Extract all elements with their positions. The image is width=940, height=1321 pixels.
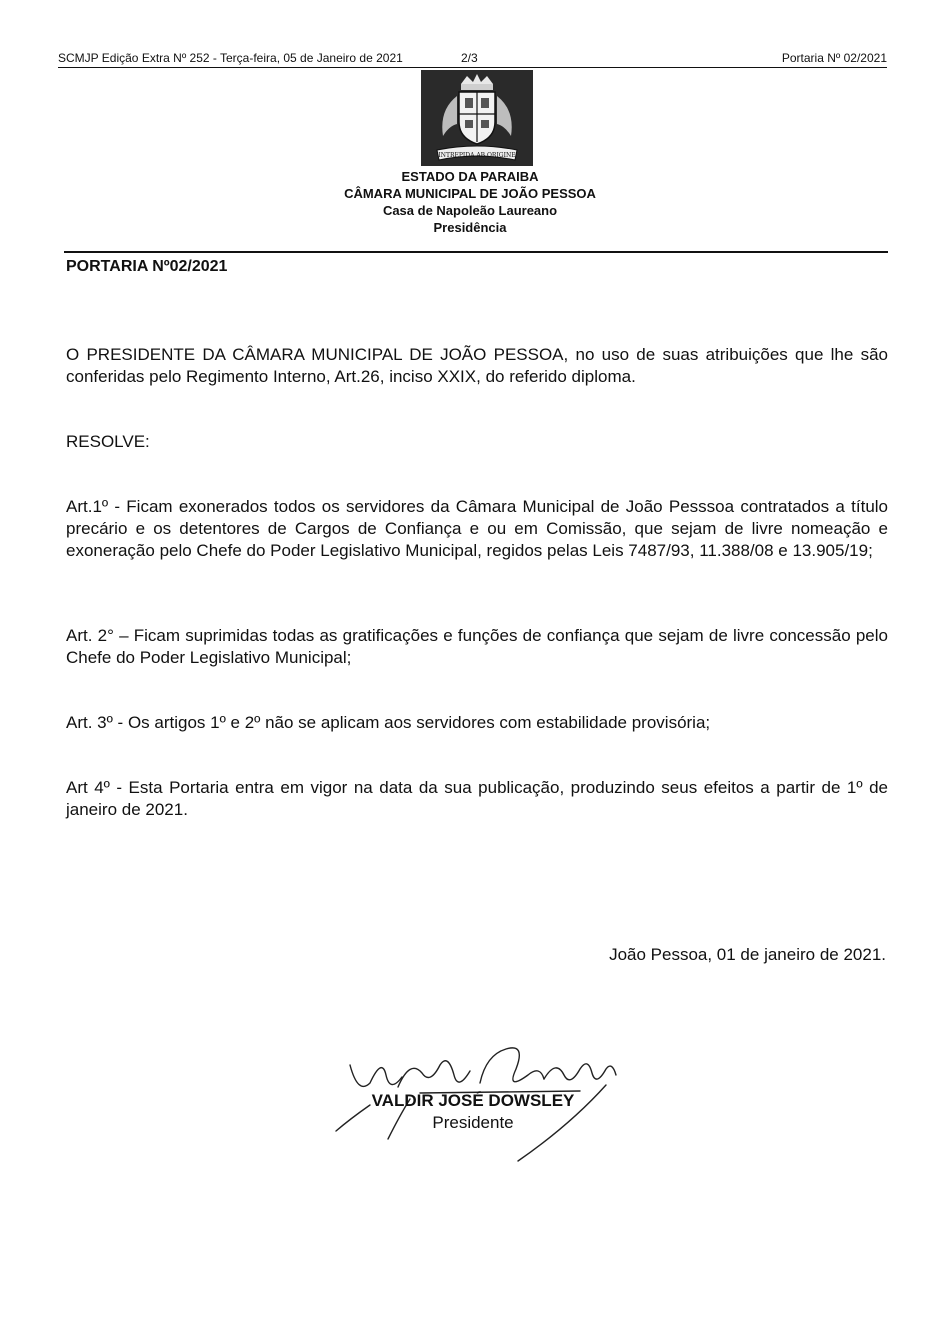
coat-of-arms-icon <box>421 70 533 166</box>
page-header <box>58 49 887 68</box>
article-3: Art. 3º - Os artigos 1º e 2º não se aplicam aos servidores com estabilidade provisória; <box>66 713 711 732</box>
document-title: PORTARIA Nº02/2021 <box>66 258 228 275</box>
header-divider <box>64 251 888 253</box>
place-and-date: João Pessoa, 01 de janeiro de 2021. <box>609 945 886 964</box>
signer-name: VALDIR JOSÉ DOWSLEY <box>371 1091 575 1110</box>
crest-motto: INTREPIDA AB ORIGINE <box>438 152 516 159</box>
institution-header <box>0 168 940 236</box>
page-number: 2/3 <box>461 51 478 65</box>
intro-paragraph: O PRESIDENTE DA CÂMARA MUNICIPAL DE JOÃO PESSOA, no uso de suas atribuições que lhe são conferidas pelo Regimento Interno, Art.26, inciso XXIX, do referido diploma. <box>66 345 888 386</box>
signer-role: Presidente <box>432 1113 514 1132</box>
edition-info: SCMJP Edição Extra Nº 252 - Terça-feira, 05 de Janeiro de 2021 <box>58 51 403 65</box>
resolve-heading: RESOLVE: <box>66 432 150 451</box>
chamber-name: CÂMARA MUNICIPAL DE JOÃO PESSOA <box>344 186 596 201</box>
office-name: Presidência <box>433 220 507 235</box>
state-name: ESTADO DA PARAIBA <box>401 169 539 184</box>
article-4: Art 4º - Esta Portaria entra em vigor na data da sua publicação, produzindo seus efeitos a partir de 1º de janeiro de 2021. <box>66 778 888 819</box>
portaria-reference: Portaria Nº 02/2021 <box>781 51 887 65</box>
article-1: Art.1º - Ficam exonerados todos os servidores da Câmara Municipal de João Pesssoa contratados a título precário e os detentores de Cargos de Confiança e ou em Comissão, que sejam de livre nomeação e exoneração pelo Chefe do Poder Legislativo Municipal, regidos pelas Leis 7487/93, 11.388/08 e 13.905/19; <box>66 497 888 560</box>
house-name: Casa de Napoleão Laureano <box>382 203 558 218</box>
article-2: Art. 2° – Ficam suprimidas todas as gratificações e funções de confiança que sejam de livre concessão pelo Chefe do Poder Legislativo Municipal; <box>66 626 888 667</box>
